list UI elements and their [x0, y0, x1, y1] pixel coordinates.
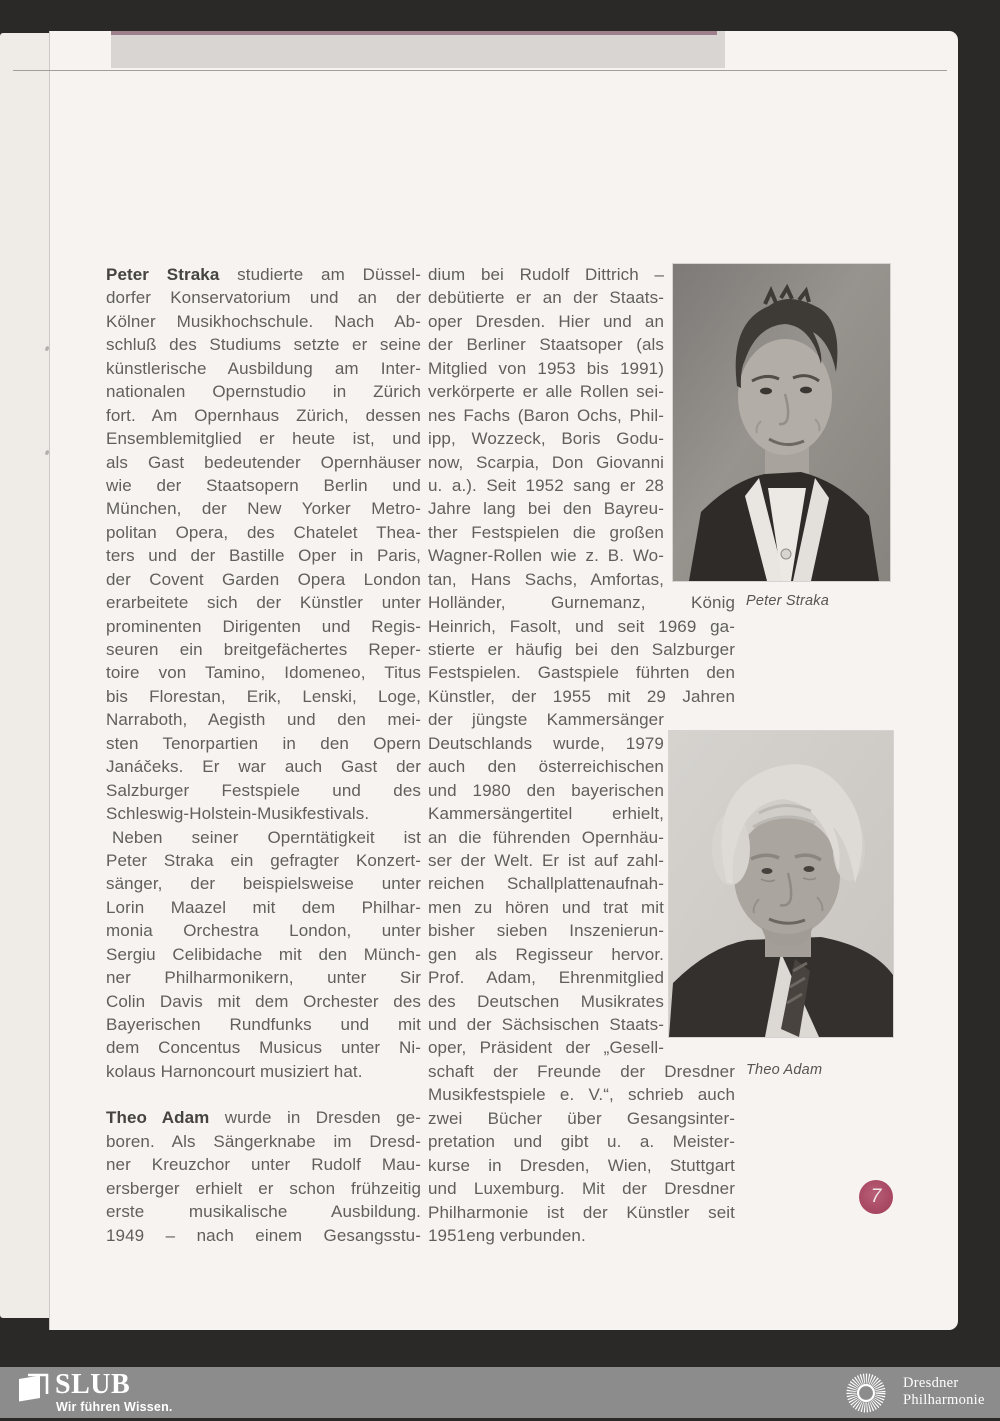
text-line: dorfer Konservatorium und an der: [106, 288, 421, 308]
text-line: Janáčeks. Er war auch Gast der: [106, 757, 421, 777]
text-line: und 1980 den bayerischen: [428, 780, 664, 800]
text-line: Theo Adam wurde in Dresden ge-: [106, 1108, 421, 1128]
text-line: bisher sieben Inszenierun-: [428, 921, 664, 941]
text-line: stierte er häufig bei den Salzburger: [428, 640, 735, 659]
photo-caption: Peter Straka: [746, 593, 829, 609]
text-line: auch den österreichischen: [428, 757, 664, 777]
text-line: oper, Präsident der „Gesell-: [428, 1038, 664, 1058]
text-line: Lorin Maazel mit dem Philhar-: [106, 897, 421, 917]
text-line: schluß des Studiums setzte er seine: [106, 335, 421, 355]
text-line: der Berliner Staatsoper (als: [428, 335, 664, 355]
article-left-column: [106, 263, 421, 1247]
text-line: ner Philharmonikern, unter Sir: [106, 968, 421, 988]
text-line: an die führenden Opernhäu-: [428, 827, 664, 847]
text-line: Festspielen. Gastspiele führten den: [428, 663, 735, 683]
text-line: Philharmonie ist der Künstler seit: [428, 1202, 735, 1222]
previous-page-edge: [0, 33, 49, 1318]
text-line: dium bei Rudolf Dittrich –: [428, 265, 664, 284]
text-line: boren. Als Sängerknabe im Dresd-: [106, 1131, 421, 1151]
text-line: München, der New Yorker Metro-: [106, 499, 421, 519]
person-name: Peter Straka: [106, 265, 220, 284]
text-line: fort. Am Opernhaus Zürich, dessen: [106, 405, 421, 425]
text-line: ner Kreuzchor unter Rudolf Mau-: [106, 1155, 421, 1175]
photo-caption: Theo Adam: [746, 1062, 823, 1078]
page-top-rule: [13, 70, 947, 71]
text-line: kurse in Dresden, Wien, Stuttgart: [428, 1155, 735, 1175]
text-line: der Covent Garden Opera London: [106, 569, 421, 589]
text-line: Mitglied von 1953 bis 1991): [428, 358, 664, 378]
text-line: sten Tenorpartien in den Opern: [106, 733, 421, 753]
text-line: zwei Bücher über Gesangsinter-: [428, 1108, 735, 1128]
text-line: Prof. Adam, Ehrenmitglied: [428, 968, 664, 988]
text-line: des Deutschen Musikrates: [428, 991, 664, 1011]
text-line: u. a.). Seit 1952 sang er 28: [428, 475, 664, 495]
text-line: gen als Regisseur hervor.: [428, 944, 664, 964]
philharmonie-sunburst-icon: [843, 1370, 889, 1421]
portrait-peter-straka: [673, 264, 890, 581]
text-line: bis Florestan, Erik, Lenski, Loge,: [106, 686, 421, 706]
text-line: ser der Welt. Er ist auf zahl-: [428, 850, 664, 870]
philharmonie-line2: Philharmonie: [903, 1392, 985, 1408]
text-line: Kölner Musikhochschule. Nach Ab-: [106, 311, 421, 331]
page-number-badge: 7: [859, 1180, 893, 1214]
text-line: Jahre lang bei den Bayreu-: [428, 499, 664, 519]
text-line: Sergiu Celibidache mit den Münch-: [106, 944, 421, 964]
text-line: Neben seiner Operntätigkeit ist: [112, 827, 421, 847]
text-line: Deutschlands wurde, 1979: [428, 733, 664, 753]
text-line: Bayerischen Rundfunks und mit: [106, 1015, 421, 1034]
text-line: 1951eng verbunden.: [428, 1225, 586, 1245]
text-line: erste musikalische Ausbildung.: [106, 1202, 421, 1222]
slub-wordmark: SLUB: [55, 1369, 131, 1400]
text-line: monia Orchestra London, unter: [106, 921, 421, 941]
text-line: Peter Straka studierte am Düssel-: [106, 265, 421, 284]
slub-book-icon: [15, 1371, 51, 1410]
text-line: und Luxemburg. Mit der Dresdner: [428, 1179, 735, 1199]
show-through-band: [111, 31, 725, 68]
text-line: dem Concentus Musicus unter Ni-: [106, 1038, 421, 1058]
text-line: nes Fachs (Baron Ochs, Phil-: [428, 405, 664, 425]
text-line: als Gast bedeutender Opernhäuser: [106, 452, 421, 472]
text-line: Wagner-Rollen wie z. B. Wo-: [428, 546, 664, 566]
text-line: pretation und gibt u. a. Meister-: [428, 1132, 735, 1152]
text-line: Peter Straka ein gefragter Konzert-: [106, 850, 421, 870]
text-line: Schleswig-Holstein-Musikfestivals.: [106, 804, 370, 824]
philharmonie-wordmark: [903, 1375, 985, 1409]
text-line: ther Festspielen die großen: [428, 522, 664, 542]
text-line: prominenten Dirigenten und Regis-: [106, 616, 421, 636]
text-line: ters und der Bastille Oper in Paris,: [106, 546, 421, 566]
text-line: debütierte er an der Staats-: [428, 288, 664, 308]
philharmonie-line1: Dresdner: [903, 1375, 959, 1391]
text-line: erarbeitete sich der Künstler unter: [106, 593, 421, 613]
text-line: politan Opera, des Chatelet Thea-: [106, 522, 421, 542]
text-line: Ensemblemitglied er heute ist, und: [106, 429, 421, 449]
text-line: nationalen Opernstudio in Zürich: [106, 382, 421, 402]
text-line: 1949 – nach einem Gesangsstu-: [106, 1225, 421, 1245]
portrait-theo-adam: [669, 731, 893, 1037]
text-line: künstlerische Ausbildung am Inter-: [106, 358, 421, 378]
text-line: toire von Tamino, Idomeneo, Titus: [106, 663, 421, 683]
text-line: seuren ein breitgefächertes Reper-: [106, 640, 421, 659]
scanned-page: [49, 31, 958, 1330]
text-line: Narraboth, Aegisth und den mei-: [106, 710, 421, 730]
text-line: Künstler, der 1955 mit 29 Jahren: [428, 686, 735, 706]
text-line: schaft der Freunde der Dresdner: [428, 1061, 735, 1081]
text-line: der jüngste Kammersänger: [428, 710, 664, 730]
person-name: Theo Adam: [106, 1108, 210, 1128]
text-line: Colin Davis mit dem Orchester des: [106, 991, 421, 1011]
text-line: Holländer, Gurnemanz, König: [428, 593, 735, 613]
slub-footer-bar: [0, 1367, 1000, 1418]
text-line: Kammersängertitel erhielt,: [428, 804, 664, 824]
text-line: wie der Staatsopern Berlin und: [106, 475, 421, 495]
text-line: Heinrich, Fasolt, und seit 1969 ga-: [428, 616, 735, 636]
text-line: reichen Schallplattenaufnah-: [428, 874, 664, 894]
text-line: oper Dresden. Hier und an: [428, 311, 664, 331]
text-line: Salzburger Festspiele und des: [106, 780, 421, 800]
text-line: verkörperte er alle Rollen sei-: [428, 382, 664, 402]
slub-tagline: Wir führen Wissen.: [56, 1400, 173, 1414]
text-line: und der Sächsischen Staats-: [428, 1015, 664, 1034]
text-line: kolaus Harnoncourt musiziert hat.: [106, 1061, 363, 1081]
text-line: ersberger erhielt er schon frühzeitig: [106, 1178, 421, 1198]
text-line: Musikfestspiele e. V.“, schrieb auch: [428, 1085, 735, 1105]
text-line: men zu hören und trat mit: [428, 897, 664, 917]
text-line: tan, Hans Sachs, Amfortas,: [428, 569, 664, 589]
text-line: ipp, Wozzeck, Boris Godu-: [428, 429, 664, 449]
text-line: sänger, der beispielsweise unter: [106, 874, 421, 894]
text-line: now, Scarpia, Don Giovanni: [428, 452, 664, 472]
